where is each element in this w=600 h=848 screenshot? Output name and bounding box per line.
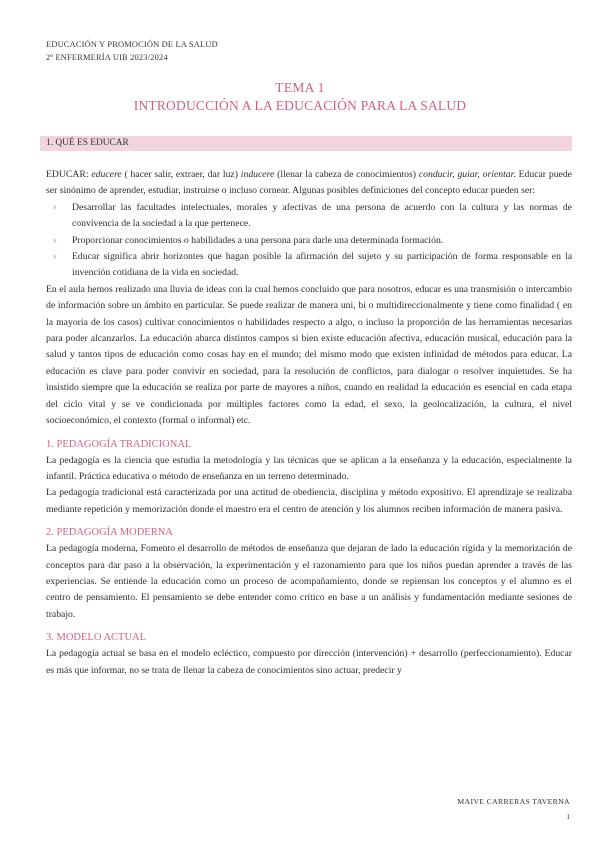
classroom-paragraph: En el aula hemos realizado una lluvia de ideas con la cual hemos concluido que para nosotros, educar es una transmisión o intercambio de información sobre un ámbito en particular. Se puede realizar de manera uni, bi o multidireccionalmente y tiene como finalidad ( en la mayoría de los casos) cultivar conocimientos o habilidades respecto a algo, o incluso la proporción de las herramientas necesarias para poder alcanzarlos. La educación abarca distintos campos si bien existe educación afectiva, educación musical, educación para la salud y tantos tipos de educación como cosas hay en el mundo; del mismo modo que existen infinidad de métodos para educar. La educación es clave para poder convivir en sociedad, para la resolución de conflictos, para dialogar o resolver inquietudes. Se ha insistido siempre que la educación se realiza por parte de mayores a niños, cuando en realidad la educación es esencial en cada etapa del ciclo vital y se ve condicionada por múltiples factores como la edad, el sexo, la geolocalización, la cultura, el nivel socioeconómico, el contexto (formal o informal) etc.	[46, 283, 572, 427]
intro-paragraph	[46, 167, 572, 200]
term-educere: educere	[91, 169, 122, 180]
definition-item: › Proporcionar conocimientos o habilidades a una persona para darle una determinada formación.	[72, 233, 572, 249]
chapter-number: TEMA 1	[275, 80, 325, 95]
term-inducere: inducere	[240, 169, 275, 180]
paragraph: La pedagogía es la ciencia que estudia la metodología y las técnicas que se aplican a la enseñanza y la educación, especialmente la infantil. Práctica educativa o método de enseñanza en un terreno determinado.	[46, 454, 572, 482]
paragraph: La pedagogía tradicional está caracterizada por una actitud de obediencia, disciplina y método expositivo. El aprendizaje se realizaba mediante repetición y memorización donde el maestro era el centro de atención y los alumnos reciben información de manera pasiva.	[46, 487, 572, 515]
definition-list	[46, 200, 572, 282]
definition-item: › Educar significa abrir horizontes que hagan posible la afirmación del sujeto y su participación de forma responsable en la invención cotidiana de la vida en sociedad.	[72, 249, 572, 282]
definition-item: › Desarrollar las facultades intelectuales, morales y afectivas de una persona de acuerdo con la cultura y las normas de convivencia de la sociedad a la que pertenece.	[72, 200, 572, 233]
intro-lead: EDUCAR:	[46, 169, 92, 180]
footer-author: MAIVE CARRERAS TAVERNA	[457, 797, 570, 806]
term-conducir: conducir, guiar, orientar.	[418, 169, 516, 180]
section-bar	[40, 136, 572, 151]
intro-text-1: ( hacer salir, extraer, dar luz)	[121, 169, 241, 180]
running-header	[46, 38, 218, 64]
heading-pedagogia-moderna: 2. PEDAGOGÍA MODERNA	[46, 527, 173, 539]
intro-text-2: (llenar la cabeza de conocimientos)	[274, 169, 419, 180]
section-bar-label: 1. QUÉ ES EDUCAR	[46, 138, 129, 148]
header-year: 2º ENFERMERÍA UIB 2023/2024	[46, 53, 168, 62]
body-content	[46, 167, 572, 679]
chapter-title: INTRODUCCIÓN A LA EDUCACIÓN PARA LA SALUD	[133, 98, 467, 113]
intro-text-3: Educar puede ser sinónimo de aprender, estudiar, instruirse o incluso cornear. Algunas posibles definiciones del concepto educar pueden ser:	[46, 169, 572, 197]
page-number: 1	[566, 812, 570, 821]
paragraph: La pedagogía moderna, Fomento el desarrollo de métodos de enseñanza que dejaran de lado la educación rígida y la memorización de conceptos para dar paso a la observación, la experimentación y el razonamiento para que los niños puedan aprender a través de las experiencias. Se entiende la educación como un proceso de acompañamiento, donde se repiensan los conceptos y el alumno es el centro de pensamiento. El pensamiento se debe entender como crítico en base a un análisis y fundamentación mediante sesiones de trabajo.	[46, 543, 572, 620]
paragraph: La pedagogía actual se basa en el modelo ecléctico, compuesto por dirección (intervención) + desarrollo (perfeccionamiento). Educar es más que informar, no se trata de llenar la cabeza de conocimientos sino actuar, predecir y	[46, 648, 572, 676]
heading-pedagogia-tradicional: 1. PEDAGOGÍA TRADICIONAL	[46, 438, 192, 450]
header-course: EDUCACIÓN Y PROMOCIÓN DE LA SALUD	[46, 40, 218, 49]
heading-modelo-actual: 3. MODELO ACTUAL	[46, 632, 147, 644]
